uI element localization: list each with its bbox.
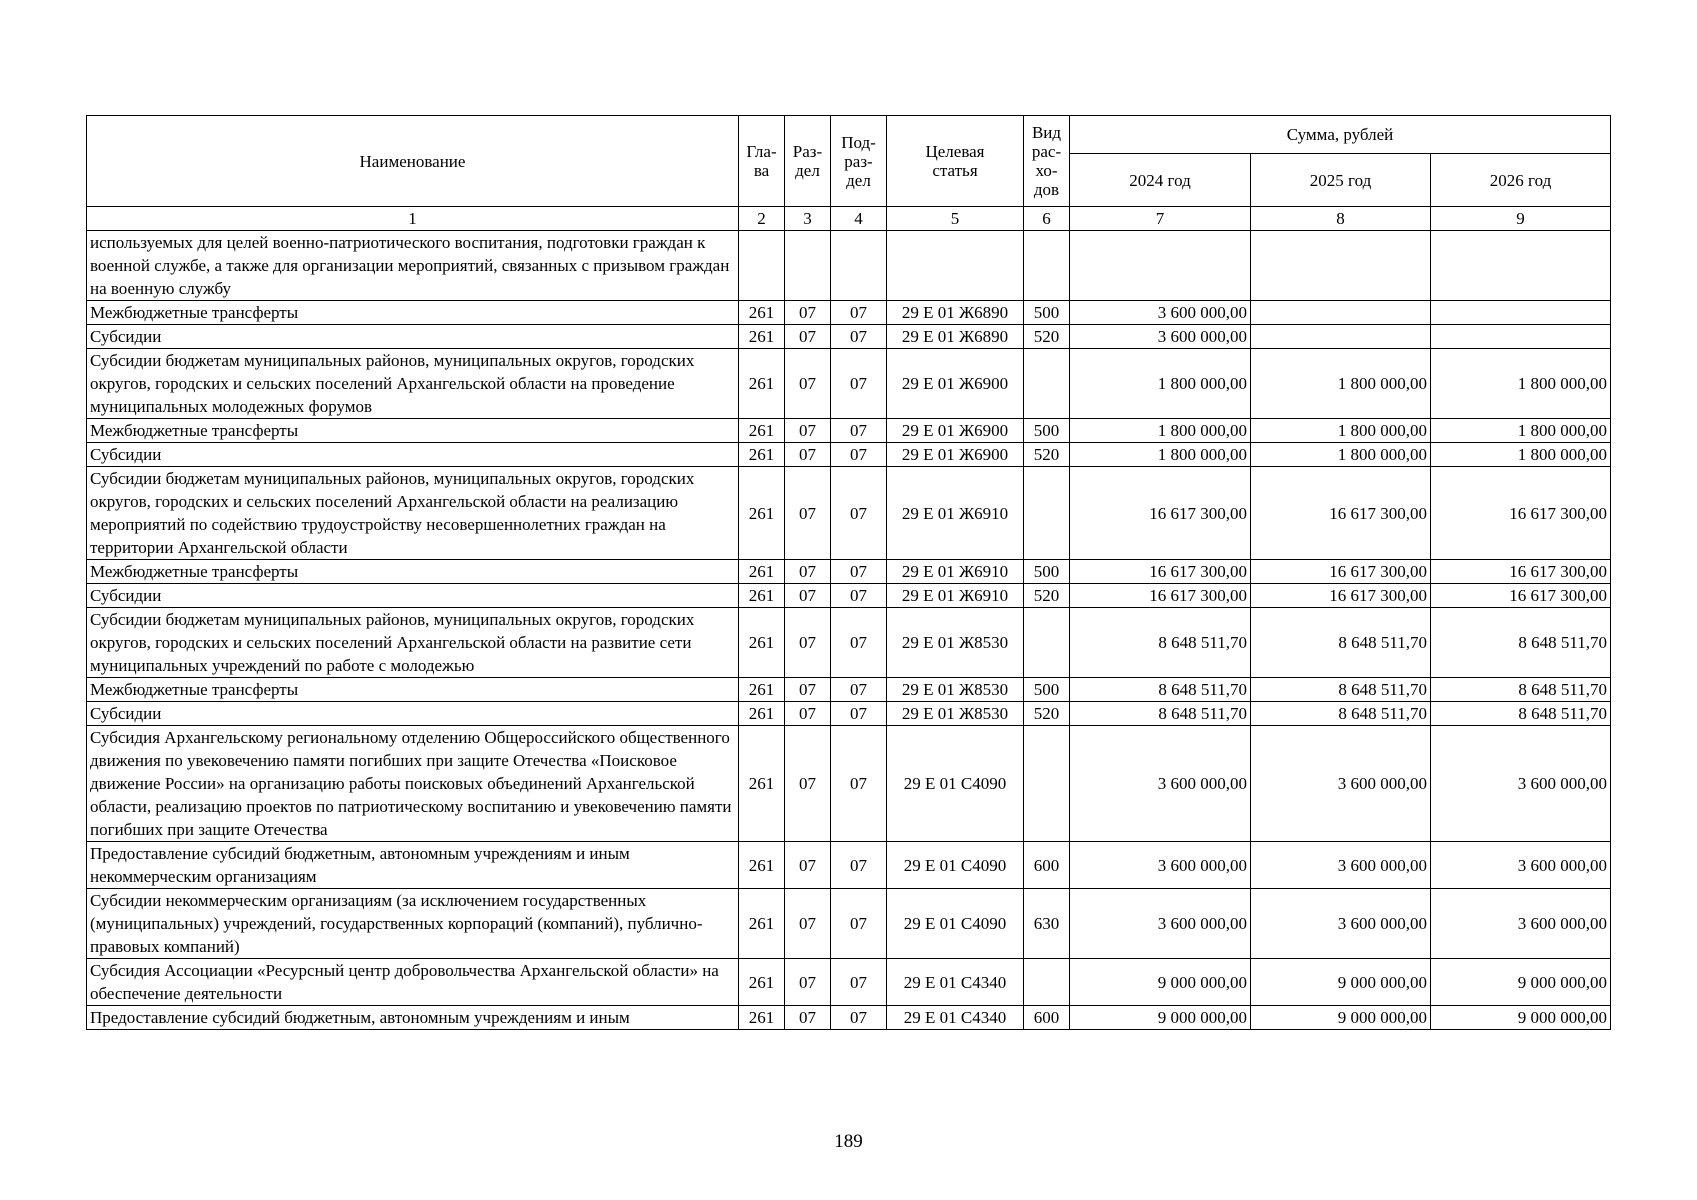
table-row bbox=[87, 608, 1611, 678]
header-sum: Сумма, рублей bbox=[1070, 116, 1611, 154]
row-glava: 261 bbox=[739, 959, 785, 1006]
row-razdel: 07 bbox=[785, 467, 831, 560]
row-glava: 261 bbox=[739, 584, 785, 608]
column-index: 3 bbox=[785, 207, 831, 231]
row-name: Предоставление субсидий бюджетным, автономным учреждениям и иным некоммерческим организациям bbox=[87, 842, 739, 889]
row-razdel bbox=[785, 231, 831, 301]
row-target-article: 29 Е 01 Ж6890 bbox=[887, 325, 1024, 349]
row-expense-type bbox=[1024, 467, 1070, 560]
row-podrazdel: 07 bbox=[831, 842, 887, 889]
row-podrazdel: 07 bbox=[831, 1006, 887, 1030]
row-target-article: 29 Е 01 Ж6910 bbox=[887, 584, 1024, 608]
row-sum-2026: 8 648 511,70 bbox=[1431, 608, 1611, 678]
row-sum-2026: 16 617 300,00 bbox=[1431, 467, 1611, 560]
row-target-article: 29 Е 01 Ж8530 bbox=[887, 678, 1024, 702]
row-name: Субсидия Архангельскому региональному отделению Общероссийского общественного движения по увековечению памяти погибших при защите Отечества «Поисковое движение России» на организацию работы поисковых объединений Архангельской области, реализацию проектов по патриотическому воспитанию и увековечению памяти погибших при защите Отечества bbox=[87, 726, 739, 842]
header-name: Наименование bbox=[87, 116, 739, 207]
row-sum-2024: 3 600 000,00 bbox=[1070, 301, 1251, 325]
row-name: Субсидии bbox=[87, 325, 739, 349]
table-row bbox=[87, 889, 1611, 959]
row-expense-type bbox=[1024, 231, 1070, 301]
row-target-article: 29 Е 01 Ж6910 bbox=[887, 467, 1024, 560]
column-index-row bbox=[87, 207, 1611, 231]
row-expense-type bbox=[1024, 608, 1070, 678]
row-sum-2025: 3 600 000,00 bbox=[1251, 842, 1431, 889]
row-podrazdel: 07 bbox=[831, 726, 887, 842]
table-row bbox=[87, 560, 1611, 584]
row-sum-2025: 9 000 000,00 bbox=[1251, 959, 1431, 1006]
table-body bbox=[87, 231, 1611, 1030]
row-razdel: 07 bbox=[785, 678, 831, 702]
row-sum-2025: 8 648 511,70 bbox=[1251, 678, 1431, 702]
table-row bbox=[87, 443, 1611, 467]
page-number: 189 bbox=[834, 1131, 863, 1152]
row-target-article: 29 Е 01 Ж8530 bbox=[887, 702, 1024, 726]
row-podrazdel: 07 bbox=[831, 560, 887, 584]
table-row bbox=[87, 325, 1611, 349]
row-razdel: 07 bbox=[785, 443, 831, 467]
row-name: Субсидии бюджетам муниципальных районов, муниципальных округов, городских округов, городских и сельских поселений Архангельской области на развитие сети муниципальных учреждений по работе с молодежью bbox=[87, 608, 739, 678]
row-name: Предоставление субсидий бюджетным, автономным учреждениям и иным bbox=[87, 1006, 739, 1030]
row-sum-2026: 1 800 000,00 bbox=[1431, 443, 1611, 467]
row-glava: 261 bbox=[739, 1006, 785, 1030]
row-name: Межбюджетные трансферты bbox=[87, 678, 739, 702]
row-sum-2025: 1 800 000,00 bbox=[1251, 349, 1431, 419]
row-target-article: 29 Е 01 С4340 bbox=[887, 959, 1024, 1006]
header-expense-type: Вид рас- хо- дов bbox=[1024, 116, 1070, 207]
row-sum-2024: 8 648 511,70 bbox=[1070, 702, 1251, 726]
table-row bbox=[87, 702, 1611, 726]
row-glava: 261 bbox=[739, 678, 785, 702]
row-razdel: 07 bbox=[785, 702, 831, 726]
row-sum-2024: 8 648 511,70 bbox=[1070, 678, 1251, 702]
row-glava: 261 bbox=[739, 325, 785, 349]
row-name: используемых для целей военно-патриотического воспитания, подготовки граждан к военной службе, а также для организации мероприятий, связанных с призывом граждан на военную службу bbox=[87, 231, 739, 301]
row-sum-2024: 9 000 000,00 bbox=[1070, 1006, 1251, 1030]
row-podrazdel: 07 bbox=[831, 349, 887, 419]
row-sum-2024: 16 617 300,00 bbox=[1070, 584, 1251, 608]
row-sum-2024: 1 800 000,00 bbox=[1070, 349, 1251, 419]
row-podrazdel: 07 bbox=[831, 419, 887, 443]
row-target-article: 29 Е 01 Ж6900 bbox=[887, 349, 1024, 419]
row-sum-2024: 8 648 511,70 bbox=[1070, 608, 1251, 678]
header-year-2026: 2026 год bbox=[1431, 154, 1611, 207]
column-index: 5 bbox=[887, 207, 1024, 231]
row-sum-2024: 16 617 300,00 bbox=[1070, 467, 1251, 560]
row-razdel: 07 bbox=[785, 349, 831, 419]
row-sum-2025: 16 617 300,00 bbox=[1251, 560, 1431, 584]
row-sum-2025: 1 800 000,00 bbox=[1251, 443, 1431, 467]
header-target-article: Целевая статья bbox=[887, 116, 1024, 207]
row-sum-2025: 1 800 000,00 bbox=[1251, 419, 1431, 443]
header-glava: Гла- ва bbox=[739, 116, 785, 207]
row-sum-2025: 8 648 511,70 bbox=[1251, 608, 1431, 678]
row-name: Субсидии бюджетам муниципальных районов, муниципальных округов, городских округов, городских и сельских поселений Архангельской области на реализацию мероприятий по содействию трудоустройству несовершеннолетних граждан на территории Архангельской области bbox=[87, 467, 739, 560]
column-index: 9 bbox=[1431, 207, 1611, 231]
row-sum-2026 bbox=[1431, 325, 1611, 349]
row-sum-2026: 3 600 000,00 bbox=[1431, 889, 1611, 959]
row-podrazdel: 07 bbox=[831, 584, 887, 608]
table-row bbox=[87, 467, 1611, 560]
row-sum-2024: 1 800 000,00 bbox=[1070, 419, 1251, 443]
row-razdel: 07 bbox=[785, 726, 831, 842]
row-razdel: 07 bbox=[785, 325, 831, 349]
row-glava: 261 bbox=[739, 419, 785, 443]
row-name: Субсидии bbox=[87, 443, 739, 467]
row-expense-type bbox=[1024, 959, 1070, 1006]
row-target-article: 29 Е 01 Ж6910 bbox=[887, 560, 1024, 584]
row-glava: 261 bbox=[739, 702, 785, 726]
row-sum-2024: 16 617 300,00 bbox=[1070, 560, 1251, 584]
row-glava: 261 bbox=[739, 726, 785, 842]
row-target-article: 29 Е 01 Ж8530 bbox=[887, 608, 1024, 678]
row-sum-2025 bbox=[1251, 325, 1431, 349]
table-row bbox=[87, 678, 1611, 702]
table-row bbox=[87, 349, 1611, 419]
header-row-1 bbox=[87, 116, 1611, 154]
row-sum-2025: 3 600 000,00 bbox=[1251, 889, 1431, 959]
row-sum-2026: 8 648 511,70 bbox=[1431, 702, 1611, 726]
row-expense-type: 600 bbox=[1024, 1006, 1070, 1030]
row-podrazdel: 07 bbox=[831, 678, 887, 702]
row-sum-2025: 9 000 000,00 bbox=[1251, 1006, 1431, 1030]
row-expense-type: 600 bbox=[1024, 842, 1070, 889]
row-glava: 261 bbox=[739, 443, 785, 467]
row-podrazdel bbox=[831, 231, 887, 301]
row-podrazdel: 07 bbox=[831, 702, 887, 726]
row-sum-2024: 9 000 000,00 bbox=[1070, 959, 1251, 1006]
table-row bbox=[87, 301, 1611, 325]
row-target-article: 29 Е 01 С4090 bbox=[887, 842, 1024, 889]
row-sum-2024: 1 800 000,00 bbox=[1070, 443, 1251, 467]
header-razdel: Раз- дел bbox=[785, 116, 831, 207]
row-expense-type bbox=[1024, 726, 1070, 842]
column-index: 6 bbox=[1024, 207, 1070, 231]
row-razdel: 07 bbox=[785, 584, 831, 608]
row-expense-type: 500 bbox=[1024, 678, 1070, 702]
row-sum-2025: 16 617 300,00 bbox=[1251, 467, 1431, 560]
row-target-article bbox=[887, 231, 1024, 301]
row-sum-2025: 16 617 300,00 bbox=[1251, 584, 1431, 608]
row-name: Субсидия Ассоциации «Ресурсный центр добровольчества Архангельской области» на обеспечение деятельности bbox=[87, 959, 739, 1006]
row-sum-2025: 8 648 511,70 bbox=[1251, 702, 1431, 726]
row-expense-type: 520 bbox=[1024, 702, 1070, 726]
row-name: Межбюджетные трансферты bbox=[87, 560, 739, 584]
row-razdel: 07 bbox=[785, 842, 831, 889]
row-target-article: 29 Е 01 Ж6890 bbox=[887, 301, 1024, 325]
row-name: Субсидии bbox=[87, 702, 739, 726]
row-expense-type: 630 bbox=[1024, 889, 1070, 959]
row-sum-2026: 3 600 000,00 bbox=[1431, 842, 1611, 889]
table-row bbox=[87, 584, 1611, 608]
row-sum-2026 bbox=[1431, 231, 1611, 301]
header-podrazdel: Под- раз- дел bbox=[831, 116, 887, 207]
row-razdel: 07 bbox=[785, 889, 831, 959]
row-glava: 261 bbox=[739, 608, 785, 678]
row-sum-2025 bbox=[1251, 301, 1431, 325]
row-name: Субсидии бюджетам муниципальных районов, муниципальных округов, городских округов, городских и сельских поселений Архангельской области на проведение муниципальных молодежных форумов bbox=[87, 349, 739, 419]
header-year-2025: 2025 год bbox=[1251, 154, 1431, 207]
row-sum-2024: 3 600 000,00 bbox=[1070, 726, 1251, 842]
row-razdel: 07 bbox=[785, 419, 831, 443]
row-sum-2026 bbox=[1431, 301, 1611, 325]
table-row bbox=[87, 1006, 1611, 1030]
row-expense-type: 520 bbox=[1024, 325, 1070, 349]
row-sum-2026: 16 617 300,00 bbox=[1431, 560, 1611, 584]
row-glava: 261 bbox=[739, 842, 785, 889]
row-name: Межбюджетные трансферты bbox=[87, 419, 739, 443]
row-sum-2024: 3 600 000,00 bbox=[1070, 889, 1251, 959]
row-razdel: 07 bbox=[785, 560, 831, 584]
row-razdel: 07 bbox=[785, 608, 831, 678]
budget-table bbox=[86, 115, 1611, 1030]
row-sum-2024: 3 600 000,00 bbox=[1070, 325, 1251, 349]
row-razdel: 07 bbox=[785, 301, 831, 325]
row-expense-type: 520 bbox=[1024, 584, 1070, 608]
row-glava: 261 bbox=[739, 301, 785, 325]
row-podrazdel: 07 bbox=[831, 889, 887, 959]
table-row bbox=[87, 231, 1611, 301]
row-razdel: 07 bbox=[785, 959, 831, 1006]
column-index: 8 bbox=[1251, 207, 1431, 231]
row-expense-type: 500 bbox=[1024, 560, 1070, 584]
row-target-article: 29 Е 01 Ж6900 bbox=[887, 443, 1024, 467]
row-target-article: 29 Е 01 С4340 bbox=[887, 1006, 1024, 1030]
table-row bbox=[87, 842, 1611, 889]
row-sum-2026: 9 000 000,00 bbox=[1431, 1006, 1611, 1030]
row-sum-2026: 8 648 511,70 bbox=[1431, 678, 1611, 702]
row-glava: 261 bbox=[739, 349, 785, 419]
row-sum-2025 bbox=[1251, 231, 1431, 301]
row-target-article: 29 Е 01 С4090 bbox=[887, 889, 1024, 959]
row-expense-type: 500 bbox=[1024, 419, 1070, 443]
column-index: 4 bbox=[831, 207, 887, 231]
column-index: 2 bbox=[739, 207, 785, 231]
row-expense-type bbox=[1024, 349, 1070, 419]
row-sum-2026: 3 600 000,00 bbox=[1431, 726, 1611, 842]
table-row bbox=[87, 959, 1611, 1006]
table-row bbox=[87, 726, 1611, 842]
column-index: 7 bbox=[1070, 207, 1251, 231]
row-name: Субсидии bbox=[87, 584, 739, 608]
row-sum-2026: 9 000 000,00 bbox=[1431, 959, 1611, 1006]
row-glava: 261 bbox=[739, 560, 785, 584]
row-sum-2026: 16 617 300,00 bbox=[1431, 584, 1611, 608]
row-name: Межбюджетные трансферты bbox=[87, 301, 739, 325]
row-glava: 261 bbox=[739, 467, 785, 560]
row-expense-type: 520 bbox=[1024, 443, 1070, 467]
row-sum-2026: 1 800 000,00 bbox=[1431, 419, 1611, 443]
row-podrazdel: 07 bbox=[831, 467, 887, 560]
row-name: Субсидии некоммерческим организациям (за исключением государственных (муниципальных) учреждений, государственных корпораций (компаний), публично-правовых компаний) bbox=[87, 889, 739, 959]
row-expense-type: 500 bbox=[1024, 301, 1070, 325]
row-podrazdel: 07 bbox=[831, 443, 887, 467]
header-year-2024: 2024 год bbox=[1070, 154, 1251, 207]
row-glava: 261 bbox=[739, 889, 785, 959]
row-target-article: 29 Е 01 С4090 bbox=[887, 726, 1024, 842]
row-podrazdel: 07 bbox=[831, 608, 887, 678]
row-podrazdel: 07 bbox=[831, 325, 887, 349]
column-index: 1 bbox=[87, 207, 739, 231]
row-sum-2026: 1 800 000,00 bbox=[1431, 349, 1611, 419]
row-sum-2024: 3 600 000,00 bbox=[1070, 842, 1251, 889]
row-glava bbox=[739, 231, 785, 301]
row-sum-2024 bbox=[1070, 231, 1251, 301]
row-sum-2025: 3 600 000,00 bbox=[1251, 726, 1431, 842]
row-podrazdel: 07 bbox=[831, 959, 887, 1006]
row-podrazdel: 07 bbox=[831, 301, 887, 325]
row-razdel: 07 bbox=[785, 1006, 831, 1030]
row-target-article: 29 Е 01 Ж6900 bbox=[887, 419, 1024, 443]
table-row bbox=[87, 419, 1611, 443]
